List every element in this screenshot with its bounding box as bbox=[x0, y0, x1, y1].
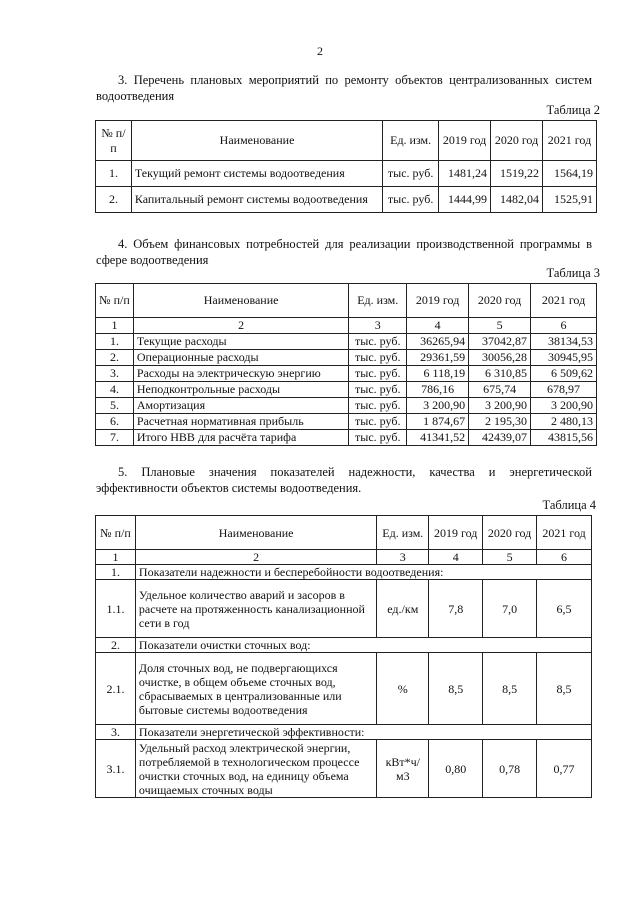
table-row bbox=[96, 653, 592, 725]
cell: 30056,28 bbox=[469, 350, 531, 366]
table-row bbox=[96, 334, 597, 350]
cell: тыс. руб. bbox=[349, 430, 407, 446]
table-row bbox=[96, 366, 597, 382]
cell: 38134,53 bbox=[531, 334, 597, 350]
cell: 3 200,90 bbox=[531, 398, 597, 414]
group-header-row bbox=[96, 565, 592, 580]
table-4-label: Таблица 4 bbox=[542, 498, 596, 512]
table-row bbox=[96, 430, 597, 446]
cell: 2 195,30 bbox=[469, 414, 531, 430]
cell: 2. bbox=[96, 350, 134, 366]
section-5-title: 5. Плановые значения показателей надежности, качества и энергетической эффективности объектов системы водоотведения. bbox=[96, 465, 592, 495]
cell: 6. bbox=[96, 414, 134, 430]
cell: 2.1. bbox=[96, 653, 136, 725]
cell: Неподконтрольные расходы bbox=[133, 382, 348, 398]
cell: 0,77 bbox=[537, 740, 592, 798]
cell: 1482,04 bbox=[491, 187, 543, 213]
header-cell: Наименование bbox=[133, 284, 348, 318]
cell: Амортизация bbox=[133, 398, 348, 414]
cell: 36265,94 bbox=[407, 334, 469, 350]
cell: 41341,52 bbox=[407, 430, 469, 446]
cell: 2. bbox=[96, 638, 136, 653]
header-cell: Ед. изм. bbox=[349, 284, 407, 318]
cell: 678,97 bbox=[531, 382, 597, 398]
table-row bbox=[96, 740, 592, 798]
cell: тыс. руб. bbox=[349, 382, 407, 398]
header-cell: Ед. изм. bbox=[377, 516, 429, 550]
numbering-cell: 2 bbox=[135, 550, 376, 565]
cell: 3. bbox=[96, 366, 134, 382]
cell: 29361,59 bbox=[407, 350, 469, 366]
header-cell: 2019 год bbox=[407, 284, 469, 318]
cell: 1. bbox=[96, 334, 134, 350]
header-cell: 2020 год bbox=[469, 284, 531, 318]
cell: 30945,95 bbox=[531, 350, 597, 366]
cell: Операционные расходы bbox=[133, 350, 348, 366]
cell: 1519,22 bbox=[491, 161, 543, 187]
header-cell: 2020 год bbox=[483, 516, 537, 550]
table-row bbox=[96, 414, 597, 430]
section-4-title: 4. Объем финансовых потребностей для реализации производственной программы в сфере водоотведения bbox=[96, 237, 592, 267]
cell: 0,80 bbox=[429, 740, 483, 798]
cell: 5. bbox=[96, 398, 134, 414]
cell: 7,8 bbox=[429, 580, 483, 638]
numbering-cell: 3 bbox=[377, 550, 429, 565]
numbering-cell: 1 bbox=[96, 550, 136, 565]
cell: 786,16 bbox=[407, 382, 469, 398]
numbering-cell: 6 bbox=[531, 318, 597, 334]
group-title: Показатели энергетической эффективности: bbox=[135, 725, 591, 740]
cell: Текущие расходы bbox=[133, 334, 348, 350]
cell: тыс. руб. bbox=[349, 350, 407, 366]
table-row bbox=[96, 161, 597, 187]
cell: тыс. руб. bbox=[349, 398, 407, 414]
table-row bbox=[96, 382, 597, 398]
cell: 1481,24 bbox=[439, 161, 491, 187]
header-cell: 2020 год bbox=[491, 121, 543, 161]
header-cell: 2021 год bbox=[537, 516, 592, 550]
cell: 1. bbox=[96, 161, 132, 187]
cell: 7. bbox=[96, 430, 134, 446]
numbering-cell: 5 bbox=[469, 318, 531, 334]
table-4 bbox=[95, 515, 592, 798]
cell: 8,5 bbox=[429, 653, 483, 725]
cell: 2 480,13 bbox=[531, 414, 597, 430]
cell: 3.1. bbox=[96, 740, 136, 798]
cell: тыс. руб. bbox=[349, 334, 407, 350]
group-title: Показатели надежности и бесперебойности водоотведения: bbox=[135, 565, 591, 580]
group-header-row bbox=[96, 725, 592, 740]
cell: 6 118,19 bbox=[407, 366, 469, 382]
cell: 1564,19 bbox=[543, 161, 597, 187]
header-cell: № п/п bbox=[96, 516, 136, 550]
cell: 3. bbox=[96, 725, 136, 740]
cell: 8,5 bbox=[483, 653, 537, 725]
cell: 7,0 bbox=[483, 580, 537, 638]
numbering-cell: 4 bbox=[429, 550, 483, 565]
table-row bbox=[96, 580, 592, 638]
cell: 3 200,90 bbox=[469, 398, 531, 414]
cell: 1 874,67 bbox=[407, 414, 469, 430]
header-cell: Ед. изм. bbox=[383, 121, 439, 161]
table-2 bbox=[95, 120, 597, 213]
header-cell: Наименование bbox=[135, 516, 376, 550]
table-row bbox=[96, 187, 597, 213]
cell: 6,5 bbox=[537, 580, 592, 638]
header-cell: 2019 год bbox=[439, 121, 491, 161]
cell: 42439,07 bbox=[469, 430, 531, 446]
header-cell: 2021 год bbox=[531, 284, 597, 318]
cell: 3 200,90 bbox=[407, 398, 469, 414]
cell: 1. bbox=[96, 565, 136, 580]
cell: Доля сточных вод, не подвергающихся очистке, в общем объеме сточных вод, сбрасываемых в централизованные или бытовые системы водоотведения bbox=[135, 653, 376, 725]
cell: 0,78 bbox=[483, 740, 537, 798]
cell: Расчетная нормативная прибыль bbox=[133, 414, 348, 430]
header-cell: Наименование bbox=[131, 121, 382, 161]
cell: 1.1. bbox=[96, 580, 136, 638]
numbering-cell: 3 bbox=[349, 318, 407, 334]
group-header-row bbox=[96, 638, 592, 653]
header-cell: 2019 год bbox=[429, 516, 483, 550]
cell: тыс. руб. bbox=[383, 161, 439, 187]
section-3-title: 3. Перечень плановых мероприятий по ремонту объектов централизованных систем водоотведения bbox=[96, 73, 592, 103]
cell: тыс. руб. bbox=[349, 414, 407, 430]
cell: тыс. руб. bbox=[349, 366, 407, 382]
cell: 6 509,62 bbox=[531, 366, 597, 382]
cell: 8,5 bbox=[537, 653, 592, 725]
numbering-cell: 1 bbox=[96, 318, 134, 334]
cell: Удельное количество аварий и засоров в расчете на протяженность канализационной сети в год bbox=[135, 580, 376, 638]
header-cell: № п/п bbox=[96, 121, 132, 161]
cell: 1525,91 bbox=[543, 187, 597, 213]
table-row bbox=[96, 350, 597, 366]
cell: 6 310,85 bbox=[469, 366, 531, 382]
cell: ед./км bbox=[377, 580, 429, 638]
cell: Итого НВВ для расчёта тарифа bbox=[133, 430, 348, 446]
cell: 675,74 bbox=[469, 382, 531, 398]
cell: % bbox=[377, 653, 429, 725]
table-3-label: Таблица 3 bbox=[546, 266, 600, 280]
cell: 37042,87 bbox=[469, 334, 531, 350]
cell: 2. bbox=[96, 187, 132, 213]
page-number: 2 bbox=[317, 44, 323, 58]
table-row bbox=[96, 398, 597, 414]
numbering-cell: 6 bbox=[537, 550, 592, 565]
cell: 4. bbox=[96, 382, 134, 398]
numbering-cell: 2 bbox=[133, 318, 348, 334]
cell: Удельный расход электрической энергии, потребляемой в технологическом процессе очистки сточных вод, на единицу объема очищаемых сточных воды bbox=[135, 740, 376, 798]
numbering-cell: 4 bbox=[407, 318, 469, 334]
header-cell: № п/п bbox=[96, 284, 134, 318]
cell: Расходы на электрическую энергию bbox=[133, 366, 348, 382]
cell: Текущий ремонт системы водоотведения bbox=[131, 161, 382, 187]
cell: 43815,56 bbox=[531, 430, 597, 446]
table-3 bbox=[95, 283, 597, 446]
table-2-label: Таблица 2 bbox=[546, 103, 600, 117]
numbering-cell: 5 bbox=[483, 550, 537, 565]
header-cell: 2021 год bbox=[543, 121, 597, 161]
cell: 1444,99 bbox=[439, 187, 491, 213]
cell: кВт*ч/м3 bbox=[377, 740, 429, 798]
cell: тыс. руб. bbox=[383, 187, 439, 213]
group-title: Показатели очистки сточных вод: bbox=[135, 638, 591, 653]
cell: Капитальный ремонт системы водоотведения bbox=[131, 187, 382, 213]
